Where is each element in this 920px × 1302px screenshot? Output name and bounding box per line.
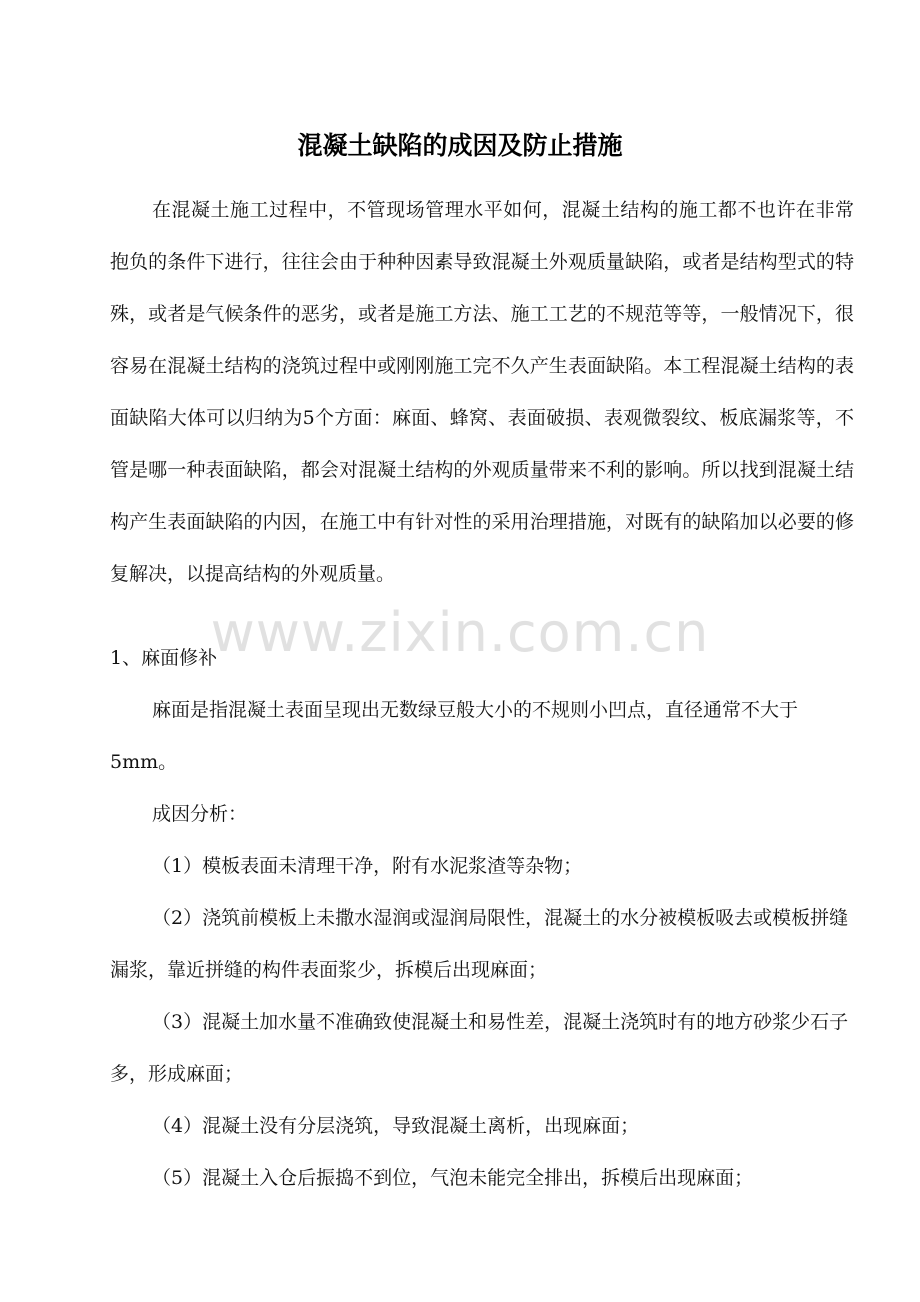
document-title: 混凝土缺陷的成因及防止措施 bbox=[297, 131, 623, 160]
section-heading: 1、麻面修补 bbox=[110, 647, 218, 669]
definition-paragraph: 麻面是指混凝土表面呈现出无数绿豆般大小的不规则小凹点，直径通常不大于 5mm。 bbox=[110, 699, 799, 773]
cause-item: （3）混凝土加水量不准确致使混凝土和易性差，混凝土浇筑时有的地方砂浆少石子多，形成麻面； bbox=[110, 1011, 849, 1085]
cause-item: （5）混凝土入仓后振捣不到位，气泡未能完全排出，拆模后出现麻面； bbox=[152, 1167, 754, 1189]
cause-item: （4）混凝土没有分层浇筑，导致混凝土离析，出现麻面； bbox=[152, 1115, 640, 1137]
section-1 bbox=[110, 632, 854, 1204]
intro-paragraph: 在混凝土施工过程中，不管现场管理水平如何，混凝土结构的施工都不也许在非常抱负的条件下进行，往往会由于种种因素导致混凝土外观质量缺陷，或者是结构型式的特殊，或者是气候条件的恶劣，或者是施工方法、施工工艺的不规范等等，一般情况下，很容易在混凝土结构的浇筑过程中或刚刚施工完不久产生表面缺陷。本工程混凝土结构的表面缺陷大体可以归纳为5个方面：麻面、蜂窝、表面破损、表观微裂纹、板底漏浆等，不管是哪一种表面缺陷，都会对混凝土结构的外观质量带来不利的影响。所以找到混凝土结构产生表面缺陷的内因，在施工中有针对性的采用治理措施，对既有的缺陷加以必要的修复解决，以提高结构的外观质量。 bbox=[110, 199, 854, 585]
cause-item: （2）浇筑前模板上未撒水湿润或湿润局限性，混凝土的水分被模板吸去或模板拼缝漏浆，靠近拼缝的构件表面浆少，拆模后出现麻面； bbox=[110, 907, 849, 981]
cause-item: （1）模板表面未清理干净，附有水泥浆渣等杂物； bbox=[152, 855, 583, 877]
cause-heading: 成因分析： bbox=[152, 803, 248, 825]
watermark: www.zixin.com.cn bbox=[210, 601, 710, 664]
